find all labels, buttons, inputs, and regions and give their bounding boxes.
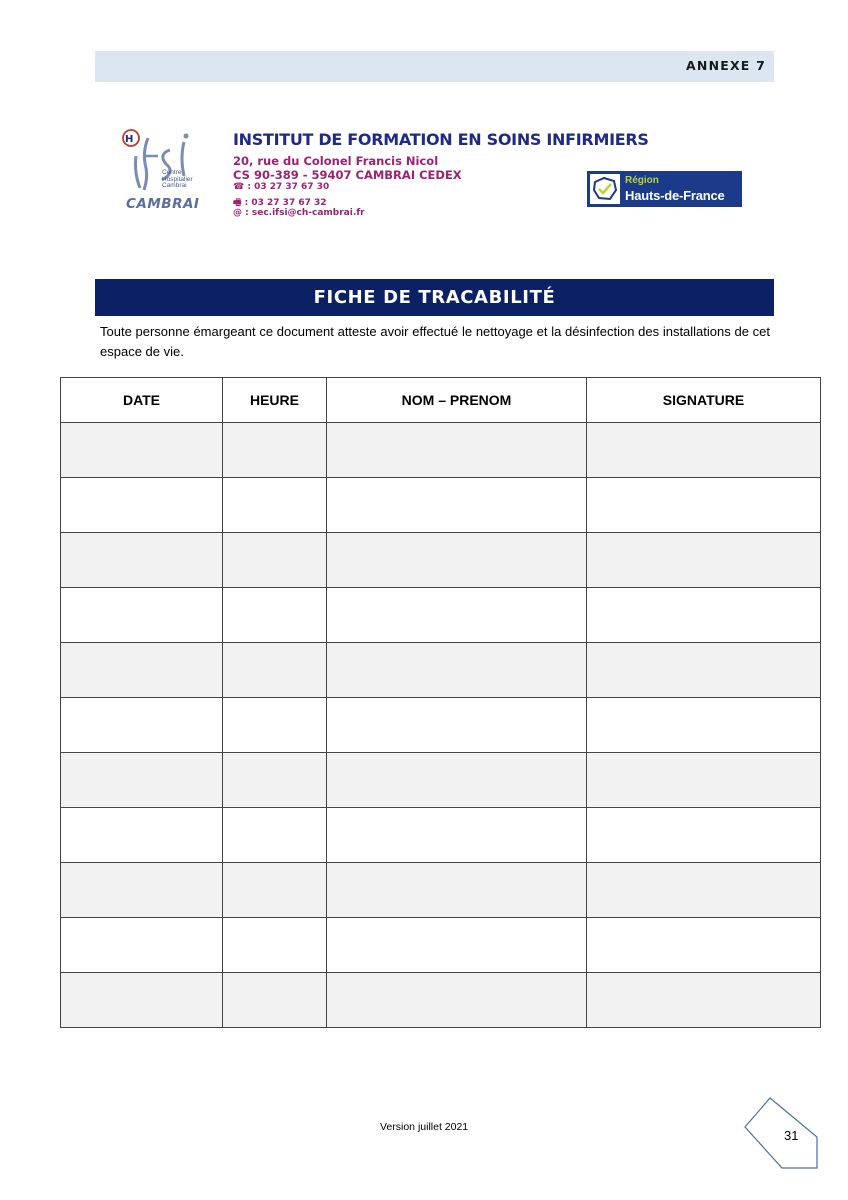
table-row xyxy=(61,698,821,753)
table-row xyxy=(61,863,821,918)
column-header-signature: SIGNATURE xyxy=(587,378,821,423)
cell-nom-prenom[interactable] xyxy=(327,698,587,753)
cell-signature[interactable] xyxy=(587,698,821,753)
cell-signature[interactable] xyxy=(587,973,821,1028)
column-header-heure: HEURE xyxy=(223,378,327,423)
table-row xyxy=(61,533,821,588)
cell-signature[interactable] xyxy=(587,478,821,533)
column-header-nom-prenom: NOM – PRENOM xyxy=(327,378,587,423)
cell-date[interactable] xyxy=(61,533,223,588)
cell-nom-prenom[interactable] xyxy=(327,918,587,973)
column-header-date: DATE xyxy=(61,378,223,423)
logo-ch-line3: Cambrai xyxy=(162,182,187,189)
cell-nom-prenom[interactable] xyxy=(327,863,587,918)
cell-date[interactable] xyxy=(61,423,223,478)
annexe-bar xyxy=(95,51,774,82)
cell-date[interactable] xyxy=(61,588,223,643)
table-row xyxy=(61,643,821,698)
cell-heure[interactable] xyxy=(223,643,327,698)
cell-signature[interactable] xyxy=(587,643,821,698)
institution-address-2: CS 90-389 - 59407 CAMBRAI CEDEX xyxy=(233,168,462,182)
cell-heure[interactable] xyxy=(223,698,327,753)
cell-nom-prenom[interactable] xyxy=(327,973,587,1028)
cell-date[interactable] xyxy=(61,918,223,973)
cell-nom-prenom[interactable] xyxy=(327,643,587,698)
institution-email: @ : sec.ifsi@ch-cambrai.fr xyxy=(233,208,365,218)
cell-date[interactable] xyxy=(61,478,223,533)
logo-city: CAMBRAI xyxy=(126,196,200,212)
table-row xyxy=(61,423,821,478)
cell-nom-prenom[interactable] xyxy=(327,588,587,643)
region-logo xyxy=(587,171,742,207)
cell-heure[interactable] xyxy=(223,588,327,643)
cell-date[interactable] xyxy=(61,643,223,698)
table-row xyxy=(61,918,821,973)
document-title: FICHE DE TRACABILITÉ xyxy=(95,279,774,316)
table-row xyxy=(61,478,821,533)
cell-signature[interactable] xyxy=(587,533,821,588)
cell-heure[interactable] xyxy=(223,423,327,478)
cell-heure[interactable] xyxy=(223,918,327,973)
cell-date[interactable] xyxy=(61,698,223,753)
cell-signature[interactable] xyxy=(587,863,821,918)
cell-signature[interactable] xyxy=(587,918,821,973)
cell-heure[interactable] xyxy=(223,753,327,808)
cell-signature[interactable] xyxy=(587,753,821,808)
logo-ch-line2: Hospitalier xyxy=(162,175,193,183)
cell-date[interactable] xyxy=(61,808,223,863)
logo-ch-line1: Centre xyxy=(162,169,182,176)
cell-nom-prenom[interactable] xyxy=(327,478,587,533)
institution-phone: ☎ : 03 27 37 67 30 xyxy=(233,182,330,192)
region-label-small: Région xyxy=(625,175,659,186)
cell-signature[interactable] xyxy=(587,423,821,478)
cell-nom-prenom[interactable] xyxy=(327,423,587,478)
table-row xyxy=(61,973,821,1028)
table-row xyxy=(61,588,821,643)
institution-name: INSTITUT DE FORMATION EN SOINS INFIRMIERS xyxy=(233,130,649,149)
table-header-row xyxy=(61,378,821,423)
cell-heure[interactable] xyxy=(223,863,327,918)
cell-heure[interactable] xyxy=(223,973,327,1028)
version-footer: Version juillet 2021 xyxy=(380,1121,469,1133)
page-number: 31 xyxy=(784,1128,799,1143)
cell-signature[interactable] xyxy=(587,588,821,643)
svg-text:H: H xyxy=(125,134,134,145)
page-badge-icon xyxy=(740,1095,820,1170)
cell-heure[interactable] xyxy=(223,533,327,588)
cell-heure[interactable] xyxy=(223,478,327,533)
table-row xyxy=(61,753,821,808)
intro-text: Toute personne émargeant ce document atteste avoir effectué le nettoyage et la désinfection des installations de cet espace de vie. xyxy=(100,324,770,359)
table-row xyxy=(61,808,821,863)
region-label-big: Hauts-de-France xyxy=(625,188,725,203)
cell-date[interactable] xyxy=(61,753,223,808)
region-map-icon xyxy=(590,174,620,204)
logo-hospital-text xyxy=(162,170,193,190)
cell-signature[interactable] xyxy=(587,808,821,863)
cell-nom-prenom[interactable] xyxy=(327,753,587,808)
cell-heure[interactable] xyxy=(223,808,327,863)
cell-date[interactable] xyxy=(61,973,223,1028)
table-body xyxy=(61,423,821,1028)
cell-nom-prenom[interactable] xyxy=(327,808,587,863)
annexe-label: ANNEXE 7 xyxy=(686,58,766,73)
institution-fax: 🖷 : 03 27 37 67 32 xyxy=(233,198,327,208)
cell-date[interactable] xyxy=(61,863,223,918)
institution-address-1: 20, rue du Colonel Francis Nicol xyxy=(233,154,439,168)
cell-nom-prenom[interactable] xyxy=(327,533,587,588)
traceability-table xyxy=(60,377,821,1028)
